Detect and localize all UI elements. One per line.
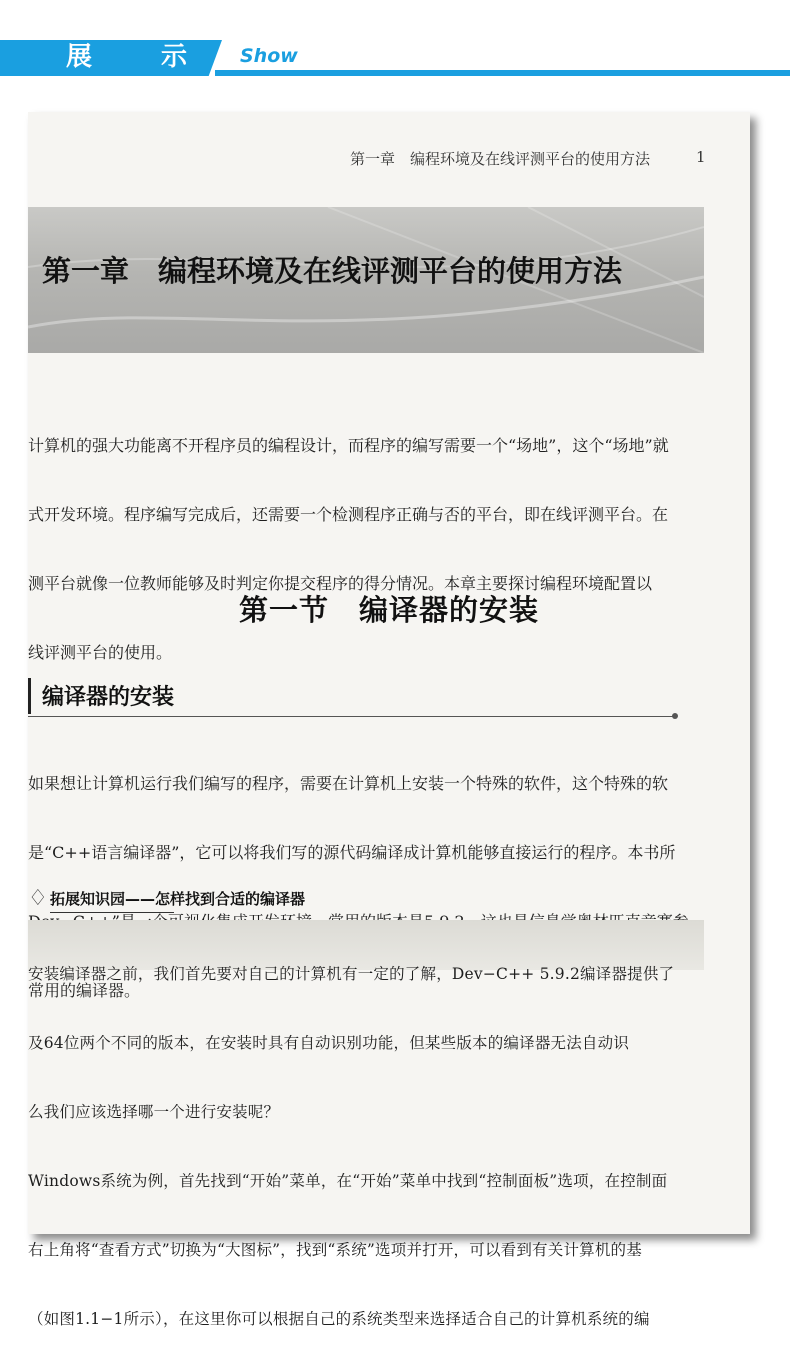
extension-title: 拓展知识园——怎样找到合适的编译器 <box>50 890 306 908</box>
lightbulb-icon: ♢ <box>28 886 48 911</box>
intro-paragraph <box>28 394 708 705</box>
subsection-title: 编译器的安装 <box>42 685 175 710</box>
subsection-rule <box>28 716 676 717</box>
extension-line: 及64位两个不同的版本，在安装时具有自动识别功能，但某些版本的编译器无法自动识 <box>28 1033 630 1052</box>
extension-line: 安装编译器之前，我们首先要对自己的计算机有一定的了解，Dev−C++ 5.9.2编译器提供了 <box>28 964 675 983</box>
extension-underline <box>50 912 174 913</box>
subsection-bar <box>28 678 31 714</box>
subsection-rule-dot <box>672 713 678 719</box>
page-number: 1 <box>696 148 706 166</box>
chapter-banner <box>28 207 704 353</box>
banner-line <box>215 70 790 76</box>
extension-line: Windows系统为例，首先找到“开始”菜单，在“开始”菜单中找到“控制面板”选项，在控制面 <box>28 1171 668 1190</box>
body-line: 常用的编译器。 <box>28 980 141 1000</box>
body-line: 是“C++语言编译器”，它可以将我们写的源代码编译成计算机能够直接运行的程序。本书所 <box>28 842 676 862</box>
section-title: 第一节 编译器的安装 <box>238 593 539 627</box>
extension-heading <box>28 884 708 924</box>
intro-line: 式开发环境。程序编写完成后，还需要一个检测程序正确与否的平台，即在线评测平台。在 <box>28 504 669 524</box>
extension-line: 么我们应该选择哪一个进行安装呢？ <box>28 1102 280 1121</box>
intro-line: 测平台就像一位教师能够及时判定你提交程序的得分情况。本章主要探讨编程环境配置以 <box>28 573 653 593</box>
running-head: 第一章 编程环境及在线评测平台的使用方法 <box>350 150 651 168</box>
intro-line: 计算机的强大功能离不开程序员的编程设计，而程序的编写需要一个“场地”，这个“场地”就 <box>28 435 669 455</box>
top-banner <box>0 0 790 100</box>
extension-paragraph <box>28 922 706 1371</box>
banner-subtitle: Show <box>240 45 298 67</box>
subsection-heading <box>28 672 680 722</box>
extension-line: 右上角将“查看方式”切换为“大图标”，找到“系统”选项并打开，可以看到有关计算机的基 <box>28 1240 642 1259</box>
book-page <box>28 112 750 1328</box>
banner-title: 展 示 <box>66 42 218 72</box>
chapter-title: 第一章 编程环境及在线评测平台的使用方法 <box>42 254 623 288</box>
intro-line: 线评测平台的使用。 <box>28 642 173 662</box>
body-line: 如果想让计算机运行我们编写的程序，需要在计算机上安装一个特殊的软件，这个特殊的软 <box>28 773 669 793</box>
extension-line: （如图1.1−1所示），在这里你可以根据自己的系统类型来选择适合自己的计算机系统的编 <box>28 1309 650 1328</box>
